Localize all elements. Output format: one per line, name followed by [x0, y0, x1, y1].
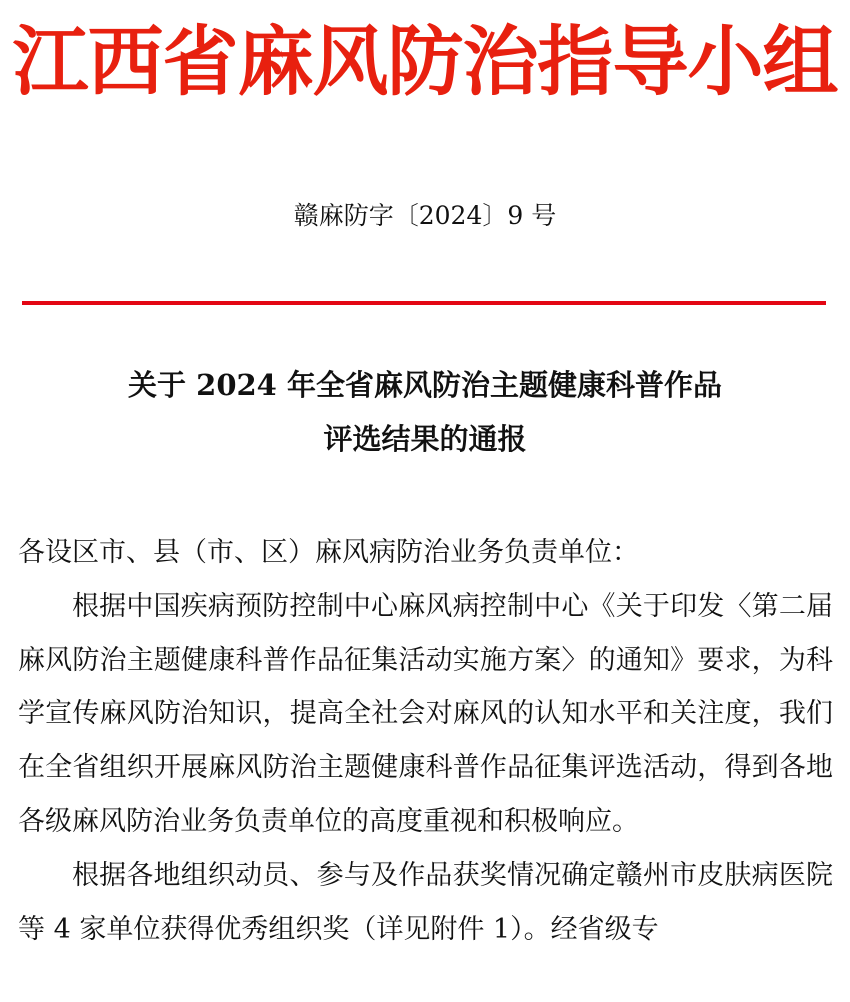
notice-title-line-1: 关于 2024 年全省麻风防治主题健康科普作品 — [128, 368, 722, 402]
document-body — [18, 526, 833, 956]
notice-title — [0, 358, 850, 466]
notice-title-line-2: 评选结果的通报 — [323, 422, 527, 456]
salutation: 各设区市、县（市、区）麻风病防治业务负责单位： — [18, 537, 639, 568]
document-number: 赣麻防字〔2024〕9 号 — [293, 201, 557, 230]
issuing-organization-title: 江西省麻风防治指导小组 — [12, 17, 838, 106]
body-paragraph-2: 根据各地组织动员、参与及作品获奖情况确定赣州市皮肤病医院等 4 家单位获得优秀组织奖（详见附件 1）。经省级专 — [18, 859, 833, 945]
body-paragraph-1: 根据中国疾病预防控制中心麻风病控制中心《关于印发〈第二届麻风防治主题健康科普作品征集活动实施方案〉的通知》要求，为科学宣传麻风防治知识，提高全社会对麻风的认知水平和关注度，我们在全省组织开展麻风防治主题健康科普作品征集评选活动，得到各地各级麻风防治业务负责单位的高度重视和积极响应。 — [18, 590, 833, 837]
red-divider-line — [22, 301, 826, 305]
